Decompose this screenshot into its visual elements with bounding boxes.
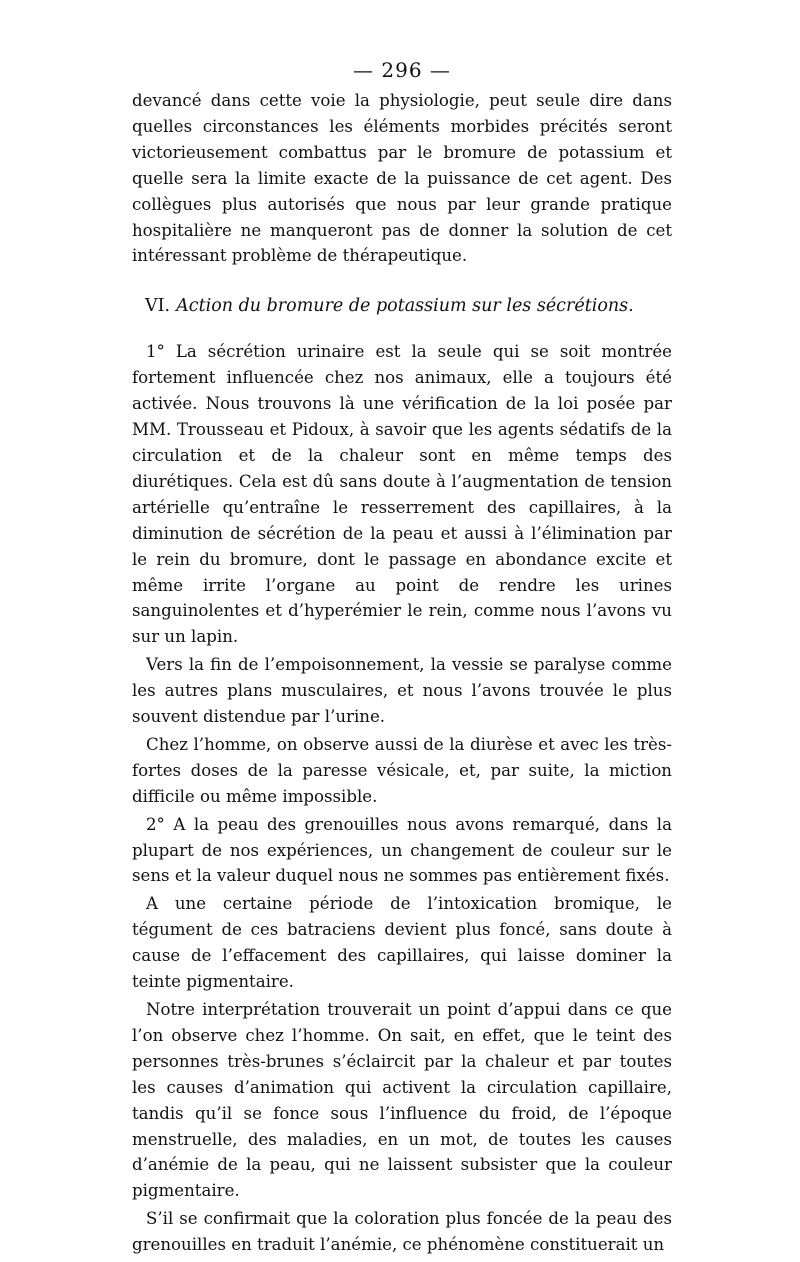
page-number: — 296 — (353, 58, 451, 82)
section-title: Action du bromure de potassium sur les sécrétions. (176, 296, 634, 317)
paragraph-bladder: Vers la fin de l’empoisonnement, la vessie se paralyse comme les autres plans musculaires, et nous l’avons trouvée le plus souvent distendue par l’urine. (132, 655, 672, 727)
paragraph-continuation: devancé dans cette voie la physiologie, peut seule dire dans quelles circonstances les éléments morbides précités seront victorieusement combattus par le bromure de potassium et quelle sera la limite exacte de la puissance de cet agent. Des collègues plus autorisés que nous par leur grande pratique hospitalière ne manqueront pas de donner la solution de cet intéressant problème de thérapeutique. (132, 91, 672, 266)
paragraph-conclusion: S’il se confirmait que la coloration plus foncée de la peau des grenouilles en traduit l’anémie, ce phénomène constituerait un (132, 1209, 672, 1255)
paragraph-intoxication-period: A une certaine période de l’intoxication bromique, le tégument de ces batraciens devient plus foncé, sans doute à cause de l’effacement des capillaires, qui laisse dominer la teinte pigmentaire. (132, 894, 672, 992)
book-page (132, 56, 672, 1258)
paragraph-human-diuresis: Chez l’homme, on observe aussi de la diurèse et avec les très-fortes doses de la paresse vésicale, et, par suite, la miction difficile ou même impossible. (132, 734, 672, 806)
paragraph-frog-skin: 2° A la peau des grenouilles nous avons remarqué, dans la plupart de nos expériences, un changement de couleur sur le sens et la valeur duquel nous ne sommes pas entièrement fixés. (132, 814, 672, 886)
section-heading (132, 293, 672, 319)
paragraph-interpretation: Notre interprétation trouverait un point d’appui dans ce que l’on observe chez l’homme. On sait, en effet, que le teint des personnes très-brunes s’éclaircit par la chaleur et par toutes les causes d’animation qui activent la circulation capillaire, tandis qu’il se fonce sous l’influence du froid, de l’époque menstruelle, des maladies, en un mot, de toutes les causes d’anémie de la peau, qui ne laissent subsister que la couleur pigmentaire. (132, 1000, 672, 1201)
section-number: VI. (145, 296, 171, 317)
paragraph-urinary-secretion: 1° La sécrétion urinaire est la seule qui se soit montrée fortement influencée chez nos animaux, elle a toujours été activée. Nous trouvons là une vérification de la loi posée par MM. Trousseau et Pidoux, à savoir que les agents sédatifs de la circulation et de la chaleur sont en même temps des diurétiques. Cela est dû sans doute à l’augmentation de tension artérielle qu’entraîne le resserrement des capillaires, à la diminution de sécrétion de la peau et aussi à l’élimination par le rein du bromure, dont le passage en abondance excite et même irrite l’organe au point de rendre les urines sanguinolentes et d’hyperémier le rein, comme nous l’avons vu sur un lapin. (132, 342, 672, 647)
